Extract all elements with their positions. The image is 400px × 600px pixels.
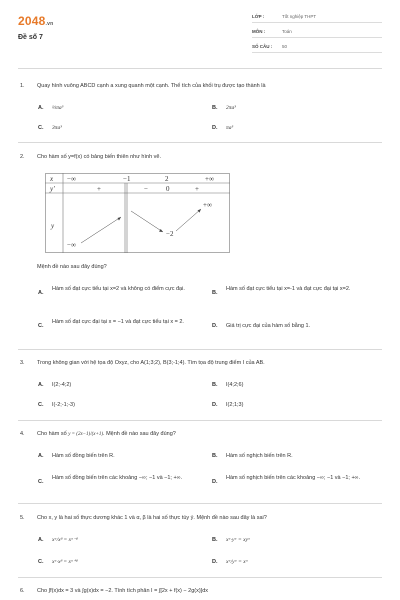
option-letter: D.: [212, 125, 218, 131]
sign: +: [97, 185, 101, 193]
option-text: I(2;1;3): [226, 402, 244, 408]
option-letter: D.: [212, 559, 218, 565]
question-divider: [18, 349, 382, 350]
option-text: Hàm số nghịch biến trên các khoảng −∞; −1 và −1; +∞.: [226, 475, 361, 481]
question-text: Trong không gian với hệ tọa độ Oxyz, cho A(1;3;2), B(3;-1;4). Tìm tọa độ trung điểm I của AB.: [37, 360, 265, 366]
question-number: 4.: [20, 431, 25, 437]
arrow-head: [159, 229, 163, 232]
option-text: Hàm số đạt cực tiểu tại x=-1 và đạt cực đại tại x=2.: [226, 286, 351, 292]
question-number: 2.: [20, 154, 25, 160]
option-letter: B.: [212, 290, 218, 296]
option-a[interactable]: [38, 452, 198, 462]
exam-header: [0, 0, 400, 68]
sign: −: [144, 185, 148, 193]
question-text-pre: Cho hàm số: [37, 431, 69, 437]
option-text: Hàm số đồng biến trên R.: [52, 453, 115, 459]
option-letter: B.: [212, 105, 218, 111]
option-letter: A.: [38, 453, 44, 459]
option-letter: D.: [212, 323, 218, 329]
y-value: −∞: [67, 241, 76, 249]
option-c[interactable]: [38, 318, 198, 336]
arrow-head: [118, 217, 122, 221]
option-text: Hàm số đạt cực tiểu tại x=2 và không có điểm cực đại.: [52, 286, 185, 292]
logo-text: 2048: [18, 14, 46, 28]
option-text: 3πa³: [52, 125, 62, 131]
option-text: Hàm số đạt cực đại tại x = −1 và đạt cực tiểu tại x = 2.: [52, 319, 184, 325]
option-letter: C.: [38, 402, 44, 408]
option-letter: B.: [212, 453, 218, 459]
option-a[interactable]: [38, 381, 188, 391]
y-label: y: [51, 222, 55, 230]
option-text: ⅓πa³: [52, 105, 64, 111]
option-b[interactable]: [212, 381, 362, 391]
option-letter: C.: [38, 559, 44, 565]
option-text: I(-2;-1;-3): [52, 402, 75, 408]
option-letter: C.: [38, 125, 44, 131]
yprime-label: y': [50, 185, 55, 193]
increasing-arrow: [81, 217, 121, 243]
question-prompt: Mệnh đề nào sau đây đúng?: [37, 264, 107, 270]
brand-logo: [18, 14, 53, 28]
meta-class: [252, 12, 382, 23]
question-text: Cho x, y là hai số thực dương khác 1 và α, β là hai số thực tùy ý. Mệnh đề nào sau đây là sai?: [37, 515, 267, 521]
option-a[interactable]: [38, 104, 188, 114]
x-value: −1: [123, 175, 131, 183]
question-text: [37, 430, 384, 439]
variation-table: [45, 173, 230, 253]
increasing-arrow: [176, 209, 201, 231]
arrow-head: [198, 209, 202, 213]
question-divider: [18, 503, 382, 504]
question-number: 1.: [20, 83, 25, 89]
question-formula: y = (2x−1)/(x+1): [68, 432, 104, 437]
option-letter: A.: [38, 290, 44, 296]
option-text: I(2;-4;2): [52, 382, 72, 388]
header-divider: [18, 68, 382, 69]
meta-label: LỚP :: [252, 14, 265, 19]
option-b[interactable]: [212, 104, 362, 114]
option-text: xᵅ/xᵝ = xᵅ⁻ᵝ: [52, 537, 78, 543]
option-text: Hàm số nghịch biến trên R.: [226, 453, 293, 459]
y-value: −2: [166, 230, 174, 238]
logo-suffix: .vn: [45, 21, 54, 27]
option-d[interactable]: [212, 474, 372, 492]
exam-title: Đề số 7: [18, 34, 43, 41]
option-letter: A.: [38, 537, 44, 543]
question-text-post: . Mệnh đề nào sau đây đúng?: [103, 431, 176, 437]
meta-subject: [252, 27, 382, 38]
option-b[interactable]: [212, 536, 362, 546]
question-number: 3.: [20, 360, 25, 366]
sign: +: [195, 185, 199, 193]
option-b[interactable]: [212, 285, 372, 303]
x-value: −∞: [67, 175, 76, 183]
option-c[interactable]: [38, 474, 198, 492]
option-c[interactable]: [38, 124, 188, 134]
option-b[interactable]: [212, 452, 372, 462]
meta-value: 50: [282, 44, 288, 49]
option-text: xᵅ·xᵝ = xᵅ⁺ᵝ: [52, 559, 78, 565]
question-divider: [18, 420, 382, 421]
option-d[interactable]: [212, 558, 362, 568]
question-number: 5.: [20, 515, 25, 521]
question-divider: [18, 577, 382, 578]
option-text: I(4;2;6): [226, 382, 244, 388]
option-c[interactable]: [38, 401, 188, 411]
meta-count: [252, 42, 382, 53]
question-text: Cho ∫f(x)dx = 3 và ∫g(x)dx = −2. Tính tích phân I = ∫[2x + f(x) − 2g(x)]dx: [37, 588, 209, 594]
option-a[interactable]: [38, 536, 188, 546]
option-letter: A.: [38, 105, 44, 111]
option-text: xᵅ/yᵅ = xᵅ: [226, 559, 248, 565]
option-d[interactable]: [212, 124, 362, 134]
meta-value: Toán: [282, 29, 292, 34]
option-letter: B.: [212, 537, 218, 543]
question-number: 6.: [20, 588, 25, 594]
option-letter: D.: [212, 479, 218, 485]
meta-label: SỐ CÂU :: [252, 44, 273, 49]
x-value: +∞: [205, 175, 214, 183]
option-c[interactable]: [38, 558, 188, 568]
option-a[interactable]: [38, 285, 198, 303]
decreasing-arrow: [131, 211, 163, 232]
option-letter: C.: [38, 479, 44, 485]
option-text: 2πa³: [226, 105, 236, 111]
option-text: xᵅ·yᵅ = xyᵅ: [226, 537, 251, 543]
x-value: 2: [165, 175, 169, 183]
option-text: Giá trị cực đại của hàm số bằng 1.: [226, 323, 311, 329]
question-text: Cho hàm số y=f(x) có bảng biến thiên như hình vẽ.: [37, 154, 161, 160]
question-divider: [18, 142, 382, 143]
option-letter: D.: [212, 402, 218, 408]
x-label: x: [50, 175, 54, 183]
option-d[interactable]: [212, 401, 362, 411]
option-text: πa³: [226, 125, 234, 131]
option-text: Hàm số đồng biến trên các khoảng −∞; −1 và −1; +∞.: [52, 475, 183, 481]
option-letter: A.: [38, 382, 44, 388]
y-value: +∞: [203, 201, 212, 209]
question-text: Quay hình vuông ABCD cạnh a xung quanh một cạnh. Thể tích của khối trụ được tạo thành là: [37, 83, 266, 89]
option-letter: B.: [212, 382, 218, 388]
option-letter: C.: [38, 323, 44, 329]
meta-label: MÔN :: [252, 29, 266, 34]
sign: 0: [166, 185, 170, 193]
meta-value: Tốt nghiệp THPT: [282, 14, 317, 19]
option-d[interactable]: [212, 322, 372, 332]
